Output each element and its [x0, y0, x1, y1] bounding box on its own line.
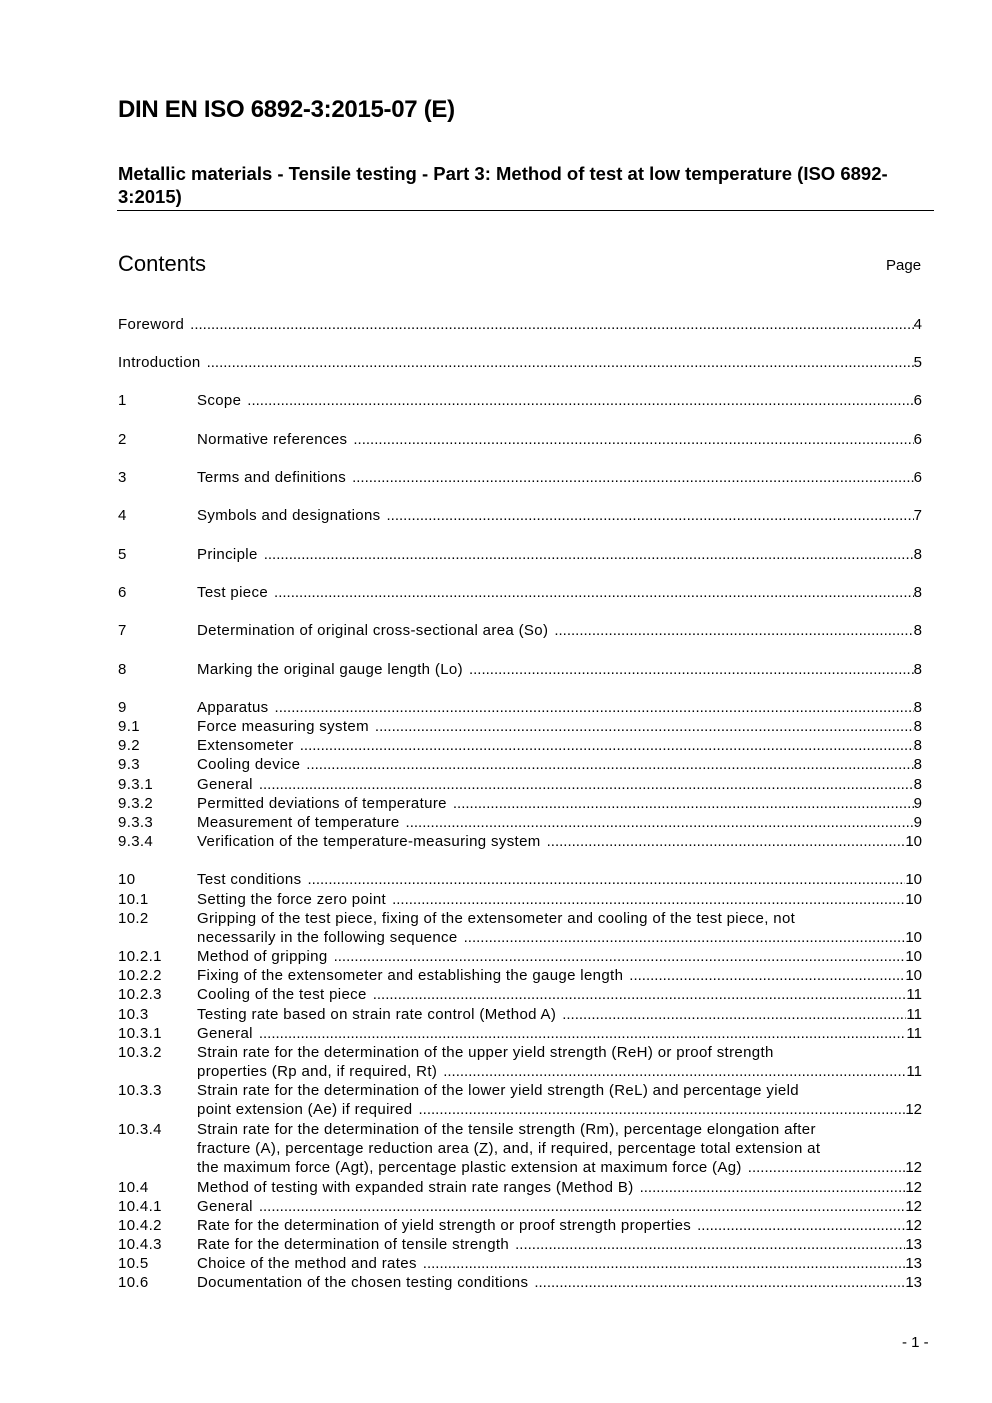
- document-subtitle: Metallic materials - Tensile testing - Part 3: Method of test at low temperature (ISO 6892-3:2015): [118, 163, 888, 207]
- toc-entry[interactable]: [118, 583, 922, 602]
- toc-entry-title: Verification of the temperature-measuring system: [197, 833, 541, 850]
- toc-dot-leader: [562, 1005, 906, 1024]
- toc-dot-leader: [443, 1062, 906, 1081]
- toc-entry-title: Cooling device: [197, 756, 301, 773]
- toc-entry[interactable]: [118, 736, 922, 755]
- toc-entry-title: Foreword: [118, 316, 185, 333]
- toc-entry-title: necessarily in the following sequence: [197, 929, 458, 947]
- toc-entry-page: 8: [913, 756, 922, 773]
- toc-entry-page: 8: [913, 546, 922, 563]
- toc-entry[interactable]: [118, 1024, 922, 1043]
- toc-dot-leader: [469, 660, 914, 679]
- toc-entry[interactable]: [118, 813, 922, 832]
- toc-entry-page: 7: [913, 507, 922, 524]
- toc-entry-page: 8: [913, 737, 922, 754]
- toc-dot-leader: [352, 468, 914, 487]
- toc-dot-leader: [274, 583, 914, 602]
- toc-entry-page: 12: [905, 1198, 922, 1215]
- toc-dot-leader: [697, 1216, 905, 1235]
- toc-entry-number: 10.3: [118, 1006, 149, 1023]
- toc-entry-number: 10.6: [118, 1274, 149, 1291]
- toc-dot-leader: [275, 698, 914, 717]
- toc-entry[interactable]: [118, 870, 922, 889]
- toc-entry-title: Extensometer: [197, 737, 294, 754]
- toc-entry-number: 9.3: [118, 756, 140, 773]
- toc-dot-leader: [387, 506, 914, 525]
- contents-heading: Contents: [118, 251, 207, 276]
- toc-entry-title: Force measuring system: [197, 718, 369, 735]
- toc-dot-leader: [464, 928, 906, 947]
- toc-entry-page: 8: [913, 622, 922, 639]
- toc-entry[interactable]: [118, 1254, 922, 1273]
- toc-entry-number: 10.4.2: [118, 1217, 162, 1234]
- toc-dot-leader: [534, 1273, 905, 1292]
- toc-entry[interactable]: [118, 621, 922, 640]
- toc-entry-number: 10.4.1: [118, 1198, 162, 1215]
- toc-entry-page: 8: [913, 661, 922, 678]
- toc-dot-leader: [307, 870, 905, 889]
- toc-dot-leader: [259, 1197, 905, 1216]
- toc-entry[interactable]: [118, 985, 922, 1004]
- toc-entry-page: 8: [913, 699, 922, 716]
- toc-entry-page: 10: [905, 891, 922, 908]
- toc-entry-title: Principle: [197, 546, 258, 563]
- toc-dot-leader: [306, 755, 913, 774]
- toc-entry-line: fracture (A), percentage reduction area (Z), and, if required, percentage total extension at: [197, 1140, 821, 1158]
- toc-entry[interactable]: [118, 775, 922, 794]
- toc-entry-number: 1: [118, 392, 127, 409]
- toc-entry-title: Method of gripping: [197, 948, 328, 965]
- toc-entry[interactable]: [118, 506, 922, 525]
- toc-entry-page: 9: [913, 795, 922, 812]
- toc-entry-number: 4: [118, 507, 127, 524]
- toc-entry[interactable]: [118, 698, 922, 717]
- toc-dot-leader: [373, 985, 907, 1004]
- toc-entry-number: 10: [118, 871, 136, 888]
- toc-entry-line: Strain rate for the determination of the upper yield strength (ReH) or proof strength: [197, 1044, 774, 1061]
- toc-dot-leader: [264, 545, 914, 564]
- toc-entry[interactable]: [118, 832, 922, 851]
- toc-entry-number: 10.3.3: [118, 1082, 162, 1099]
- toc-entry-page: 10: [905, 967, 922, 984]
- toc-entry-number: 10.4: [118, 1179, 149, 1196]
- toc-entry-title: General: [197, 1198, 253, 1215]
- toc-entry[interactable]: [118, 468, 922, 487]
- toc-entry[interactable]: [118, 430, 922, 449]
- toc-entry-page: 6: [913, 392, 922, 409]
- toc-entry-number: 6: [118, 584, 127, 601]
- toc-entry-title: Scope: [197, 392, 242, 409]
- toc-entry-page: 8: [913, 584, 922, 601]
- toc-entry-page: 11: [906, 986, 922, 1003]
- toc-entry-page: 6: [913, 431, 922, 448]
- toc-entry-page: 8: [913, 718, 922, 735]
- toc-entry-title: Symbols and designations: [197, 507, 381, 524]
- toc-entry-title: Test piece: [197, 584, 269, 601]
- toc-entry-number: 9: [118, 699, 127, 716]
- toc-entry-title: Determination of original cross-sectional area (So): [197, 622, 549, 639]
- toc-entry-page: 5: [913, 354, 922, 371]
- toc-entry-page: 8: [913, 776, 922, 793]
- toc-entry-page: 6: [913, 469, 922, 486]
- toc-entry-title: Choice of the method and rates: [197, 1255, 417, 1272]
- toc-dot-leader: [453, 794, 914, 813]
- toc-entry-number: 10.4.3: [118, 1236, 162, 1253]
- toc-entry-page: 11: [906, 1006, 922, 1023]
- toc-entry-title: General: [197, 776, 253, 793]
- toc-dot-leader: [247, 391, 913, 410]
- toc-entry-page: 10: [905, 871, 922, 888]
- toc-entry-page: 13: [905, 1255, 922, 1272]
- toc-entry-title: Terms and definitions: [197, 469, 347, 486]
- toc-entry-number: 9.1: [118, 718, 140, 735]
- toc-entry-number: 10.2.1: [118, 948, 162, 965]
- toc-entry[interactable]: [118, 1178, 922, 1197]
- toc-entry[interactable]: [118, 353, 922, 372]
- toc-entry[interactable]: [118, 391, 922, 410]
- toc-entry-number: 10.2.2: [118, 967, 162, 984]
- toc-entry-number: 7: [118, 622, 127, 639]
- toc-entry-title: Marking the original gauge length (Lo): [197, 661, 463, 678]
- toc-entry[interactable]: [118, 660, 922, 679]
- toc-entry[interactable]: [118, 545, 922, 564]
- toc-entry[interactable]: [118, 1216, 922, 1235]
- toc-entry-number: 10.3.1: [118, 1025, 162, 1042]
- toc-entry-page: 11: [906, 1025, 922, 1042]
- toc-entry-page: 10: [905, 833, 922, 850]
- toc-entry[interactable]: [118, 755, 922, 774]
- toc-entry-number: 9.3.3: [118, 814, 154, 831]
- toc-entry-page: 13: [905, 1236, 922, 1253]
- toc-entry-title: Introduction: [118, 354, 201, 371]
- document-title: DIN EN ISO 6892-3:2015-07 (E): [118, 96, 455, 123]
- toc-dot-leader: [353, 430, 913, 449]
- toc-entry-number: 8: [118, 661, 127, 678]
- toc-dot-leader: [547, 832, 906, 851]
- toc-entry-number: 2: [118, 431, 127, 448]
- toc-entry-title: Setting the force zero point: [197, 891, 387, 908]
- toc-entry-number: 10.2: [118, 910, 149, 927]
- toc-dot-leader: [640, 1178, 906, 1197]
- toc-dot-leader: [207, 353, 914, 372]
- toc-entry-title: Rate for the determination of yield strength or proof strength properties: [197, 1217, 692, 1234]
- toc-entry-title: General: [197, 1025, 253, 1042]
- toc-entry[interactable]: [118, 717, 922, 736]
- toc-entry-page: 13: [905, 1274, 922, 1291]
- toc-entry-page: 12: [905, 1101, 922, 1119]
- page-column-label: Page: [886, 257, 922, 274]
- toc-entry-title: Rate for the determination of tensile strength: [197, 1236, 510, 1253]
- toc-entry-title: Testing rate based on strain rate control (Method A): [197, 1006, 557, 1023]
- toc-entry-number: 9.3.1: [118, 776, 154, 793]
- toc-entry-title: Documentation of the chosen testing conditions: [197, 1274, 529, 1291]
- toc-dot-leader: [334, 947, 906, 966]
- toc-entry-number: 9.2: [118, 737, 140, 754]
- toc-entry[interactable]: [118, 1273, 922, 1292]
- toc-entry-title: Measurement of temperature: [197, 814, 400, 831]
- toc-entry-page: 12: [905, 1217, 922, 1234]
- toc-dot-leader: [300, 736, 914, 755]
- toc-entry-number: 3: [118, 469, 127, 486]
- toc-entry[interactable]: [118, 966, 922, 985]
- toc-entry-page: 10: [905, 948, 922, 965]
- toc-entry-title: Apparatus: [197, 699, 269, 716]
- toc-entry-number: 10.2.3: [118, 986, 162, 1003]
- toc-entry[interactable]: [118, 1005, 922, 1024]
- toc-dot-leader: [375, 717, 914, 736]
- toc-entry-line: Gripping of the test piece, fixing of the extensometer and cooling of the test piece, not: [197, 910, 796, 927]
- toc-dot-leader: [190, 315, 914, 334]
- toc-entry-page: 4: [913, 316, 922, 333]
- toc-entry[interactable]: [118, 890, 922, 909]
- toc-entry-number: 9.3.4: [118, 833, 154, 850]
- toc-entry-line: Strain rate for the determination of the tensile strength (Rm), percentage elongation after: [197, 1121, 816, 1138]
- toc-entry-page: 12: [905, 1179, 922, 1196]
- toc-dot-leader: [392, 890, 905, 909]
- toc-entry-title: Normative references: [197, 431, 348, 448]
- toc-entry[interactable]: [118, 315, 922, 334]
- toc-dot-leader: [259, 775, 914, 794]
- toc-entry-title: Fixing of the extensometer and establishing the gauge length: [197, 967, 624, 984]
- toc-dot-leader: [418, 1100, 905, 1119]
- toc-entry-number: 10.3.4: [118, 1121, 162, 1138]
- toc-dot-leader: [515, 1235, 905, 1254]
- toc-entry-number: 5: [118, 546, 127, 563]
- toc-dot-leader: [554, 621, 913, 640]
- page-number: - 1 -: [902, 1334, 929, 1351]
- toc-entry-title: Permitted deviations of temperature: [197, 795, 447, 812]
- toc-dot-leader: [259, 1024, 907, 1043]
- toc-entry-number: 10.3.2: [118, 1044, 162, 1061]
- toc-entry-page: 11: [906, 1063, 922, 1081]
- toc-entry-page: 10: [905, 929, 922, 947]
- toc-entry-title: Cooling of the test piece: [197, 986, 367, 1003]
- toc-entry-title: point extension (Ae) if required: [197, 1101, 413, 1119]
- toc-entry-title: the maximum force (Agt), percentage plastic extension at maximum force (Ag): [197, 1159, 742, 1177]
- toc-entry-page: 9: [913, 814, 922, 831]
- toc-entry[interactable]: [118, 1235, 922, 1254]
- toc-dot-leader: [423, 1254, 906, 1273]
- toc-entry-line: Strain rate for the determination of the lower yield strength (ReL) and percentage yield: [197, 1082, 799, 1099]
- toc-entry-title: properties (Rp and, if required, Rt): [197, 1063, 438, 1081]
- toc-dot-leader: [629, 966, 905, 985]
- toc-entry[interactable]: [118, 947, 922, 966]
- toc-entry-title: Method of testing with expanded strain rate ranges (Method B): [197, 1179, 634, 1196]
- toc-entry[interactable]: [118, 1197, 922, 1216]
- toc-entry-number: 10.5: [118, 1255, 149, 1272]
- toc-entry-title: Test conditions: [197, 871, 302, 888]
- toc-entry-number: 10.1: [118, 891, 149, 908]
- toc-entry-page: 12: [905, 1159, 922, 1177]
- toc-dot-leader: [748, 1158, 906, 1177]
- toc-entry-number: 9.3.2: [118, 795, 154, 812]
- toc-entry[interactable]: [118, 794, 922, 813]
- toc-dot-leader: [406, 813, 914, 832]
